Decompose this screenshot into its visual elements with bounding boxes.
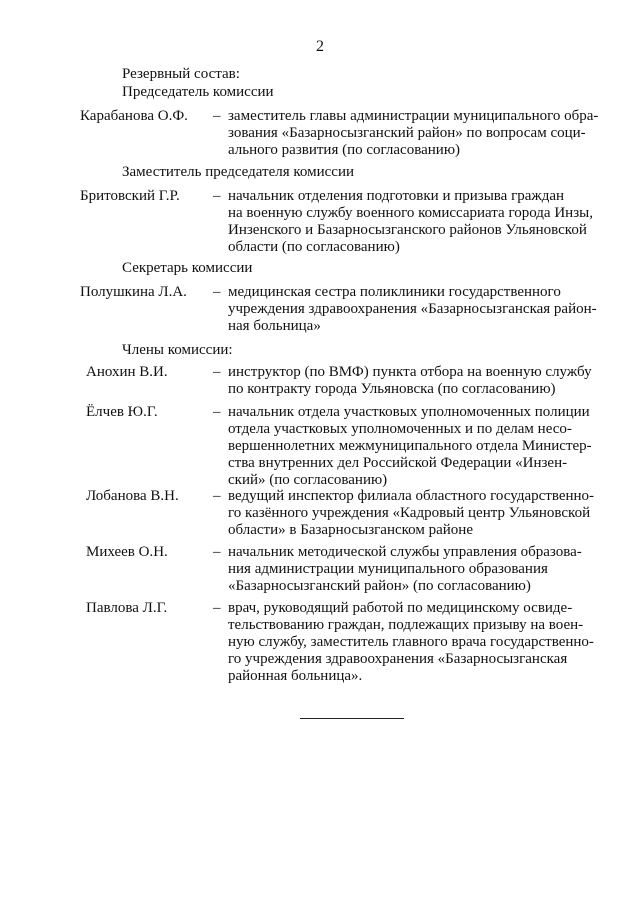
position-line: начальник отделения подготовки и призыва граждан xyxy=(228,188,565,204)
position-line: учреждения здравоохранения «Базарносызганская район- xyxy=(228,301,597,317)
person-name: Ёлчев Ю.Г. xyxy=(86,404,158,420)
position-line: отдела участковых уполномоченных и по делам несо- xyxy=(228,421,572,437)
members-heading: Члены комиссии: xyxy=(122,342,233,358)
position-line: го учреждения здравоохранения «Базарносызганская xyxy=(228,651,568,667)
person-position xyxy=(228,364,606,398)
position-line: области» в Базарносызганском районе xyxy=(228,522,473,538)
person-position xyxy=(228,284,606,335)
position-line: «Базарносызганский район» (по согласованию) xyxy=(228,578,531,594)
position-line: по контракту города Ульяновска (по согласованию) xyxy=(228,381,556,397)
dash: – xyxy=(213,404,221,420)
dash: – xyxy=(213,284,221,300)
chair-heading: Председатель комиссии xyxy=(122,84,274,100)
person-position xyxy=(228,600,606,685)
position-line: ния администрации муниципального образования xyxy=(228,561,548,577)
position-line: ная больница» xyxy=(228,318,321,334)
position-line: начальник отдела участковых уполномоченных полиции xyxy=(228,404,590,420)
dash: – xyxy=(213,600,221,616)
person-position xyxy=(228,544,606,595)
dash: – xyxy=(213,188,221,204)
person-name: Михеев О.Н. xyxy=(86,544,168,560)
reserve-heading: Резервный состав: xyxy=(122,66,240,82)
position-line: районная больница». xyxy=(228,668,363,684)
person-position xyxy=(228,488,606,539)
position-line: го казённого учреждения «Кадровый центр Ульяновской xyxy=(228,505,591,521)
page-number: 2 xyxy=(316,38,324,55)
vice-chair-heading: Заместитель председателя комиссии xyxy=(122,164,355,180)
position-line: инструктор (по ВМФ) пункта отбора на военную службу xyxy=(228,364,592,380)
person-name: Карабанова О.Ф. xyxy=(80,108,188,124)
position-line: врач, руководящий работой по медицинскому освиде- xyxy=(228,600,573,616)
position-line: тельствованию граждан, подлежащих призыву на воен- xyxy=(228,617,584,633)
person-position xyxy=(228,108,606,159)
dash: – xyxy=(213,544,221,560)
position-line: заместитель главы администрации муниципального обра- xyxy=(228,108,599,124)
person-name: Полушкина Л.А. xyxy=(80,284,187,300)
closing-rule xyxy=(300,718,404,719)
dash: – xyxy=(213,364,221,380)
secretary-heading: Секретарь комиссии xyxy=(122,260,253,276)
position-line: ную службу, заместитель главного врача государственно- xyxy=(228,634,594,650)
position-line: медицинская сестра поликлиники государственного xyxy=(228,284,561,300)
position-line: ский» (по согласованию) xyxy=(228,472,388,488)
position-line: на военную службу военного комиссариата города Инзы, xyxy=(228,205,593,221)
position-line: ства внутренних дел Российской Федерации «Инзен- xyxy=(228,455,568,471)
position-line: вершеннолетних межмуниципального отдела Министер- xyxy=(228,438,592,454)
person-name: Бритовский Г.Р. xyxy=(80,188,180,204)
position-line: зования «Базарносызганский район» по вопросам соци- xyxy=(228,125,586,141)
person-name: Павлова Л.Г. xyxy=(86,600,168,616)
position-line: области (по согласованию) xyxy=(228,239,400,255)
dash: – xyxy=(213,108,221,124)
position-line: ведущий инспектор филиала областного государственно- xyxy=(228,488,595,504)
dash: – xyxy=(213,488,221,504)
person-position xyxy=(228,188,606,256)
position-line: Инзенского и Базарносызганского районов Ульяновской xyxy=(228,222,587,238)
person-name: Анохин В.И. xyxy=(86,364,168,380)
person-name: Лобанова В.Н. xyxy=(86,488,179,504)
position-line: ального развития (по согласованию) xyxy=(228,142,461,158)
person-position xyxy=(228,404,606,489)
position-line: начальник методической службы управления образова- xyxy=(228,544,582,560)
